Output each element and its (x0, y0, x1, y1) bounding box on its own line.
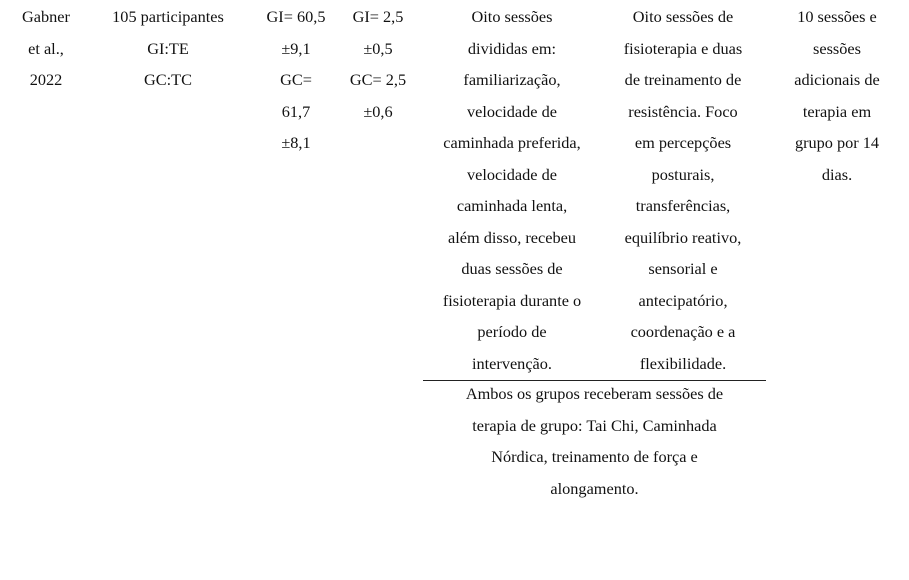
intervention-gi-line: Oito sessões (471, 7, 553, 26)
intervention-gi-line: caminhada preferida, (443, 133, 581, 152)
duration-line: adicionais de (794, 70, 880, 89)
intervention-gi-line: fisioterapia durante o (442, 290, 582, 310)
age-line: ±8,1 (281, 133, 311, 152)
duration-line: dias. (821, 164, 853, 184)
intervention-gc-line: Oito sessões de (632, 7, 734, 26)
score-line: ±0,6 (363, 101, 393, 121)
intervention-gc-line: flexibilidade. (639, 353, 727, 373)
shared-note-line: Ambos os grupos receberam sessões de (465, 384, 724, 403)
intervention-gc-line: sensorial e (648, 259, 718, 278)
intervention-gc-line: transferências, (635, 196, 731, 215)
study-line: 2022 (29, 70, 63, 89)
sample-line: GC:TC (144, 70, 192, 89)
duration-line: sessões (813, 38, 861, 58)
score-line: GC= 2,5 (349, 70, 407, 89)
intervention-gc-line: equilíbrio reativo, (624, 227, 742, 247)
age-line: GI= 60,5 (266, 7, 326, 26)
intervention-gc-line: fisioterapia e duas (623, 38, 743, 58)
intervention-gi-line: duas sessões de (461, 259, 563, 278)
sample-line: 105 participantes (112, 7, 224, 26)
intervention-gi-cell (424, 1, 600, 379)
sample-cell (96, 1, 240, 96)
age-line: GC= (280, 70, 312, 89)
intervention-gi-line: além disso, recebeu (448, 227, 576, 247)
intervention-gc-line: resistência. Foco (628, 101, 738, 121)
score-line: ±0,5 (363, 38, 393, 58)
age-cell (246, 1, 346, 159)
study-cell (6, 1, 86, 96)
intervention-gc-line: de treinamento de (624, 70, 742, 89)
intervention-gc-cell (603, 1, 763, 379)
intervention-gi-line: caminhada lenta, (456, 196, 568, 215)
intervention-gc-line: antecipatório, (638, 290, 728, 310)
study-line: Gabner (22, 7, 70, 26)
duration-line: 10 sessões e (797, 7, 877, 26)
intervention-gi-line: divididas em: (467, 38, 557, 58)
duration-cell (770, 1, 904, 190)
shared-note-cell (423, 378, 766, 504)
shared-note-line: Nórdica, treinamento de força e (491, 447, 698, 466)
intervention-gc-line: coordenação e a (630, 322, 736, 341)
intervention-gi-line: familiarização, (463, 70, 561, 89)
intervention-gi-line: velocidade de (467, 164, 557, 184)
score-line: GI= 2,5 (352, 7, 404, 26)
age-line: 61,7 (281, 101, 311, 121)
duration-line: grupo por 14 (794, 133, 880, 152)
intervention-gi-line: período de (477, 322, 547, 341)
intervention-gc-line: posturais, (651, 164, 715, 184)
sample-line: GI:TE (147, 38, 189, 58)
shared-note-line: terapia de grupo: Tai Chi, Caminhada (472, 415, 717, 435)
score-cell (340, 1, 416, 127)
study-line: et al., (28, 38, 64, 58)
intervention-gi-line: intervenção. (471, 353, 552, 373)
duration-line: terapia em (802, 101, 872, 121)
intervention-gi-line: velocidade de (467, 101, 557, 121)
shared-note-line: alongamento. (550, 478, 639, 498)
age-line: ±9,1 (281, 38, 311, 58)
intervention-gc-line: em percepções (634, 133, 732, 152)
